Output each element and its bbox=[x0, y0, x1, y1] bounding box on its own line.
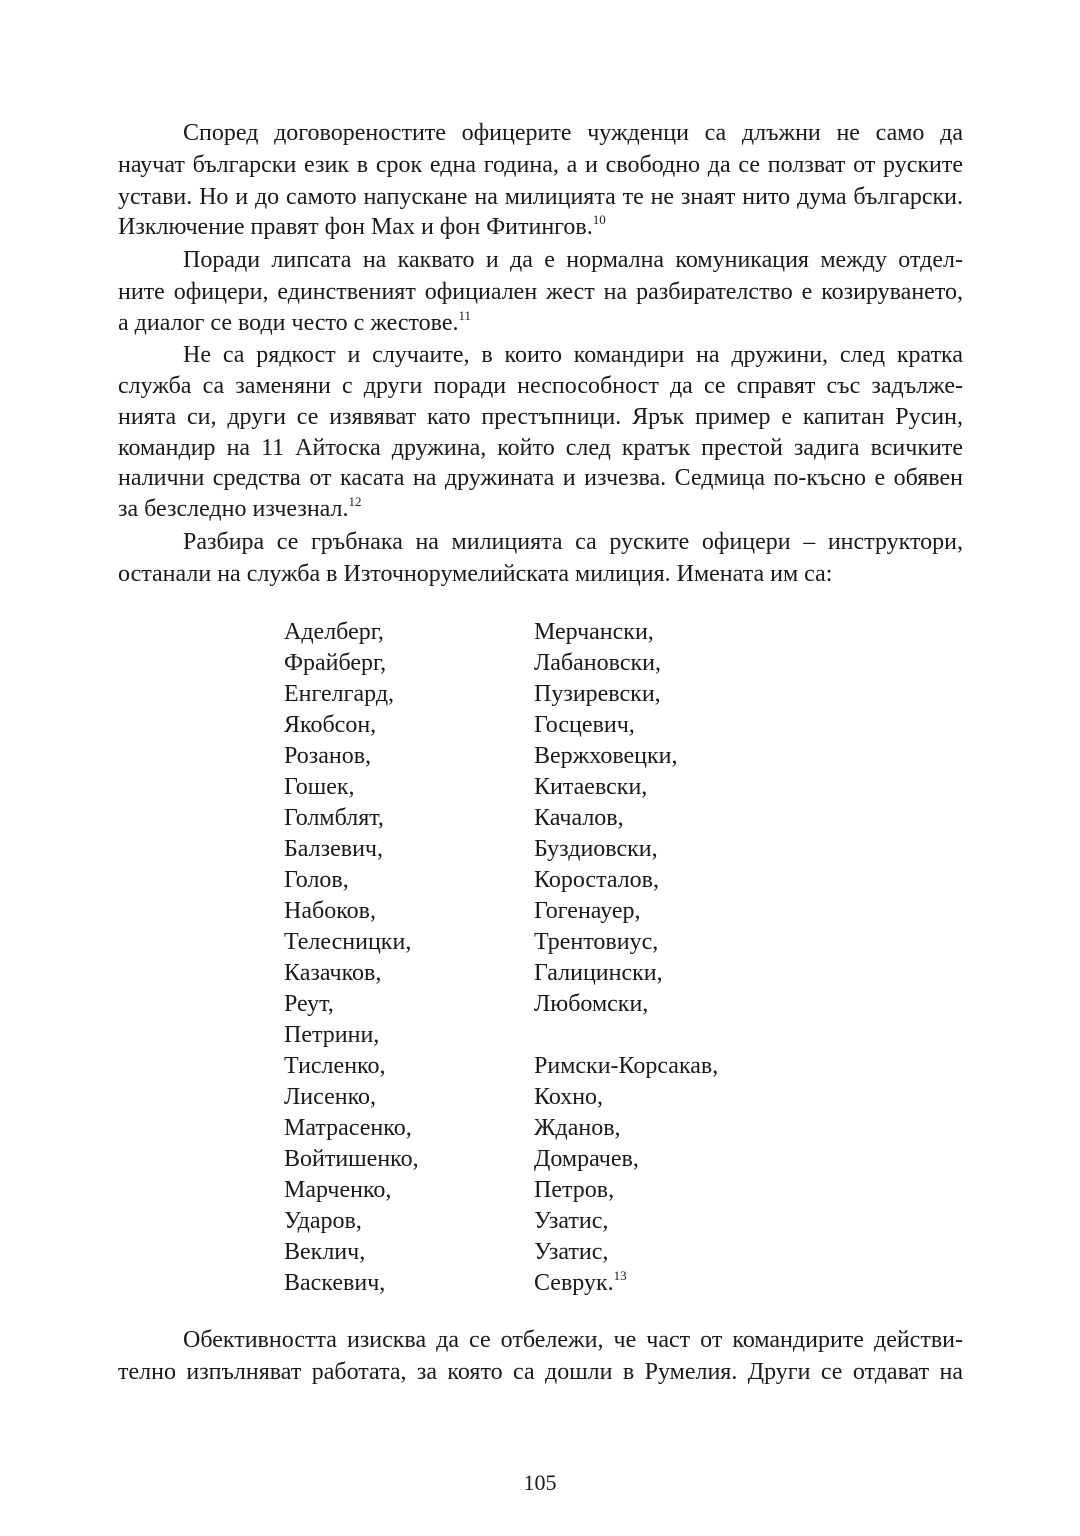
name-left: Марченко, bbox=[284, 1177, 392, 1203]
name-left: Якобсон, bbox=[284, 712, 377, 738]
paragraph-3-line: Не са рядкост и случаите, в които командири на дружини, след кратка bbox=[183, 342, 963, 368]
name-right: Буздиовски, bbox=[534, 836, 658, 862]
name-left: Гошек, bbox=[284, 774, 355, 800]
name-right: Кохно, bbox=[534, 1084, 604, 1110]
name-left: Набоков, bbox=[284, 898, 376, 924]
paragraph-4-line: Разбира се гръбнака на милицията са руските офицери – инструктори, bbox=[183, 529, 963, 555]
footnote-ref-11: 11 bbox=[458, 308, 472, 323]
paragraph-2-line: ните офицери, единственият официален жест на разбирателство е козируването, bbox=[118, 279, 963, 305]
name-right: Римски-Корсакав, bbox=[534, 1053, 719, 1079]
name-right: Китаевски, bbox=[534, 774, 648, 800]
paragraph-2-last-text: а диалог се води често с жестове. bbox=[118, 310, 459, 336]
paragraph-1-line: научат български език в срок една година, а и свободно да се ползват от руските bbox=[118, 152, 963, 178]
footnote-ref-13: 13 bbox=[613, 1268, 627, 1283]
name-left: Васкевич, bbox=[284, 1270, 386, 1296]
name-right bbox=[534, 1268, 627, 1299]
paragraph-5-line: телно изпълняват работата, за която са дошли в Румелия. Други се отдават на bbox=[118, 1359, 963, 1385]
name-left: Голов, bbox=[284, 867, 349, 893]
name-left: Аделберг, bbox=[284, 619, 384, 645]
name-left: Веклич, bbox=[284, 1239, 366, 1265]
name-left: Казачков, bbox=[284, 960, 382, 986]
name-left: Фрайберг, bbox=[284, 650, 387, 676]
footnote-ref-10: 10 bbox=[592, 212, 606, 227]
name-left: Телесницки, bbox=[284, 929, 412, 955]
name-left: Тисленко, bbox=[284, 1053, 386, 1079]
name-left: Лисенко, bbox=[284, 1084, 377, 1110]
name-right: Вержховецки, bbox=[534, 743, 678, 769]
paragraph-3-line bbox=[118, 494, 963, 525]
paragraph-3-last-text: за безследно изчезнал. bbox=[118, 496, 349, 522]
name-right: Узатис, bbox=[534, 1239, 609, 1265]
name-left: Реут, bbox=[284, 991, 334, 1017]
name-left: Ударов, bbox=[284, 1208, 362, 1234]
name-right: Трентовиус, bbox=[534, 929, 659, 955]
name-right: Госцевич, bbox=[534, 712, 635, 738]
paragraph-2-line bbox=[118, 308, 963, 339]
name-right: Качалов, bbox=[534, 805, 624, 831]
name-right: Любомски, bbox=[534, 991, 649, 1017]
paragraph-1-line: устави. Но и до самото напускане на милицията те не знаят нито дума български. bbox=[118, 184, 963, 210]
name-left: Войтишенко, bbox=[284, 1146, 419, 1172]
paragraph-3-line: налични средства от касата на дружината и изчезва. Седмица по-късно е обявен bbox=[118, 465, 963, 491]
paragraph-1-line: Според договореностите офицерите чужденци са длъжни не само да bbox=[183, 120, 963, 146]
name-left: Петрини, bbox=[284, 1022, 380, 1048]
name-right: Мерчански, bbox=[534, 619, 654, 645]
name-right: Гогенауер, bbox=[534, 898, 641, 924]
name-left: Балзевич, bbox=[284, 836, 383, 862]
paragraph-3-line: нията си, други се изявяват като престъпници. Ярък пример е капитан Русин, bbox=[118, 404, 963, 430]
name-right: Домрачев, bbox=[534, 1146, 639, 1172]
name-left: Голмблят, bbox=[284, 805, 384, 831]
name-right-last-text: Севрук. bbox=[534, 1270, 614, 1296]
paragraph-4-line: останали на служба в Източнорумелийската милиция. Имената им са: bbox=[118, 561, 833, 587]
name-left: Розанов, bbox=[284, 743, 372, 769]
paragraph-3-line: командир на 11 Айтоска дружина, който след кратък престой задига всичките bbox=[118, 435, 963, 461]
name-right: Лабановски, bbox=[534, 650, 661, 676]
name-left: Матрасенко, bbox=[284, 1115, 412, 1141]
footnote-ref-12: 12 bbox=[348, 494, 362, 509]
paragraph-5-line: Обективността изисква да се отбележи, че част от командирите действи- bbox=[183, 1327, 963, 1353]
paragraph-2-line: Поради липсата на каквато и да е нормална комуникация между отдел- bbox=[183, 247, 963, 273]
name-right: Галицински, bbox=[534, 960, 663, 986]
paragraph-1-last-text: Изключение правят фон Мах и фон Фитингов. bbox=[118, 214, 593, 240]
paragraph-3-line: служба са заменяни с други поради неспособност да се справят със задълже- bbox=[118, 373, 963, 399]
name-left: Енгелгард, bbox=[284, 681, 395, 707]
paragraph-1-line bbox=[118, 212, 963, 243]
name-right: Пузиревски, bbox=[534, 681, 661, 707]
name-right: Узатис, bbox=[534, 1208, 609, 1234]
name-right: Жданов, bbox=[534, 1115, 621, 1141]
name-right: Петров, bbox=[534, 1177, 615, 1203]
page-number: 105 bbox=[523, 1470, 557, 1495]
name-right: Коросталов, bbox=[534, 867, 660, 893]
